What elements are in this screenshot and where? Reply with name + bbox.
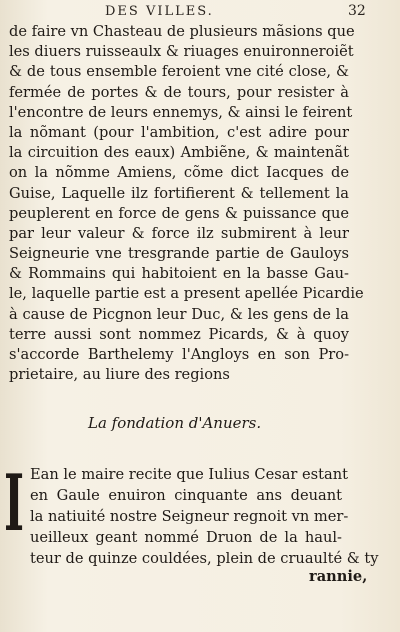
text-line: fermée de portes & de tours, pour resister à: [9, 83, 349, 101]
text-line: & de tous ensemble feroient vne cité close, &: [9, 63, 349, 81]
text-line: s'accorde Barthelemy l'Angloys en son Pro-: [9, 346, 349, 363]
text-line: peuplerent en force de gens & puissance que: [9, 204, 349, 222]
text-line: l'encontre de leurs ennemys, & ainsi le feirent: [9, 103, 353, 121]
text-line: en Gaule enuiron cinquante ans deuant: [30, 487, 342, 504]
section-title: La fondation d'Anuers.: [88, 414, 262, 432]
text-line: ueilleux geant nommé Druon de la haul-: [30, 529, 342, 546]
text-line: terre aussi sont nommez Picards, & à quoy: [9, 325, 349, 343]
catchword: rannie,: [309, 568, 368, 585]
text-line: par leur valeur & force ilz submirent à leur: [9, 224, 349, 242]
drop-cap: I: [4, 458, 25, 549]
text-line: on la nõmme Amiens, cõme dict Iacques de: [9, 164, 349, 182]
text-line: à cause de Picgnon leur Duc, & les gens de la: [9, 305, 349, 323]
text-line: les diuers ruisseaulx & riuages enuironneroiẽt: [9, 43, 354, 61]
text-line: & Rommains qui habitoient en la basse Gau-: [9, 265, 349, 283]
text-line: Guise, Laquelle ilz fortifierent & tellement la: [9, 184, 349, 202]
text-line: Seigneurie vne tresgrande partie de Gauloys: [9, 245, 349, 263]
text-line: Ean le maire recite que Iulius Cesar estant: [30, 466, 348, 483]
running-title: DES VILLES.: [105, 4, 214, 19]
text-line: la nõmant (pour l'ambition, c'est adire pour: [9, 123, 349, 141]
text-line: la natiuité nostre Seigneur regnoit vn mer-: [30, 508, 349, 525]
text-line: prietaire, au liure des regions: [9, 366, 230, 384]
page-number: 32: [348, 3, 366, 19]
text-line: la circuition des eaux) Ambiẽne, & maintenãt: [9, 144, 349, 162]
running-head: [0, 4, 400, 22]
paragraph-2: [30, 464, 379, 569]
text-line: de faire vn Chasteau de plusieurs mãsions que: [9, 23, 355, 40]
text-line: le, laquelle partie est a present apellée Picardie: [9, 285, 364, 303]
text-line: teur de quinze couldées, plein de cruaulté & ty: [30, 550, 379, 567]
paragraph-1: [9, 22, 364, 385]
